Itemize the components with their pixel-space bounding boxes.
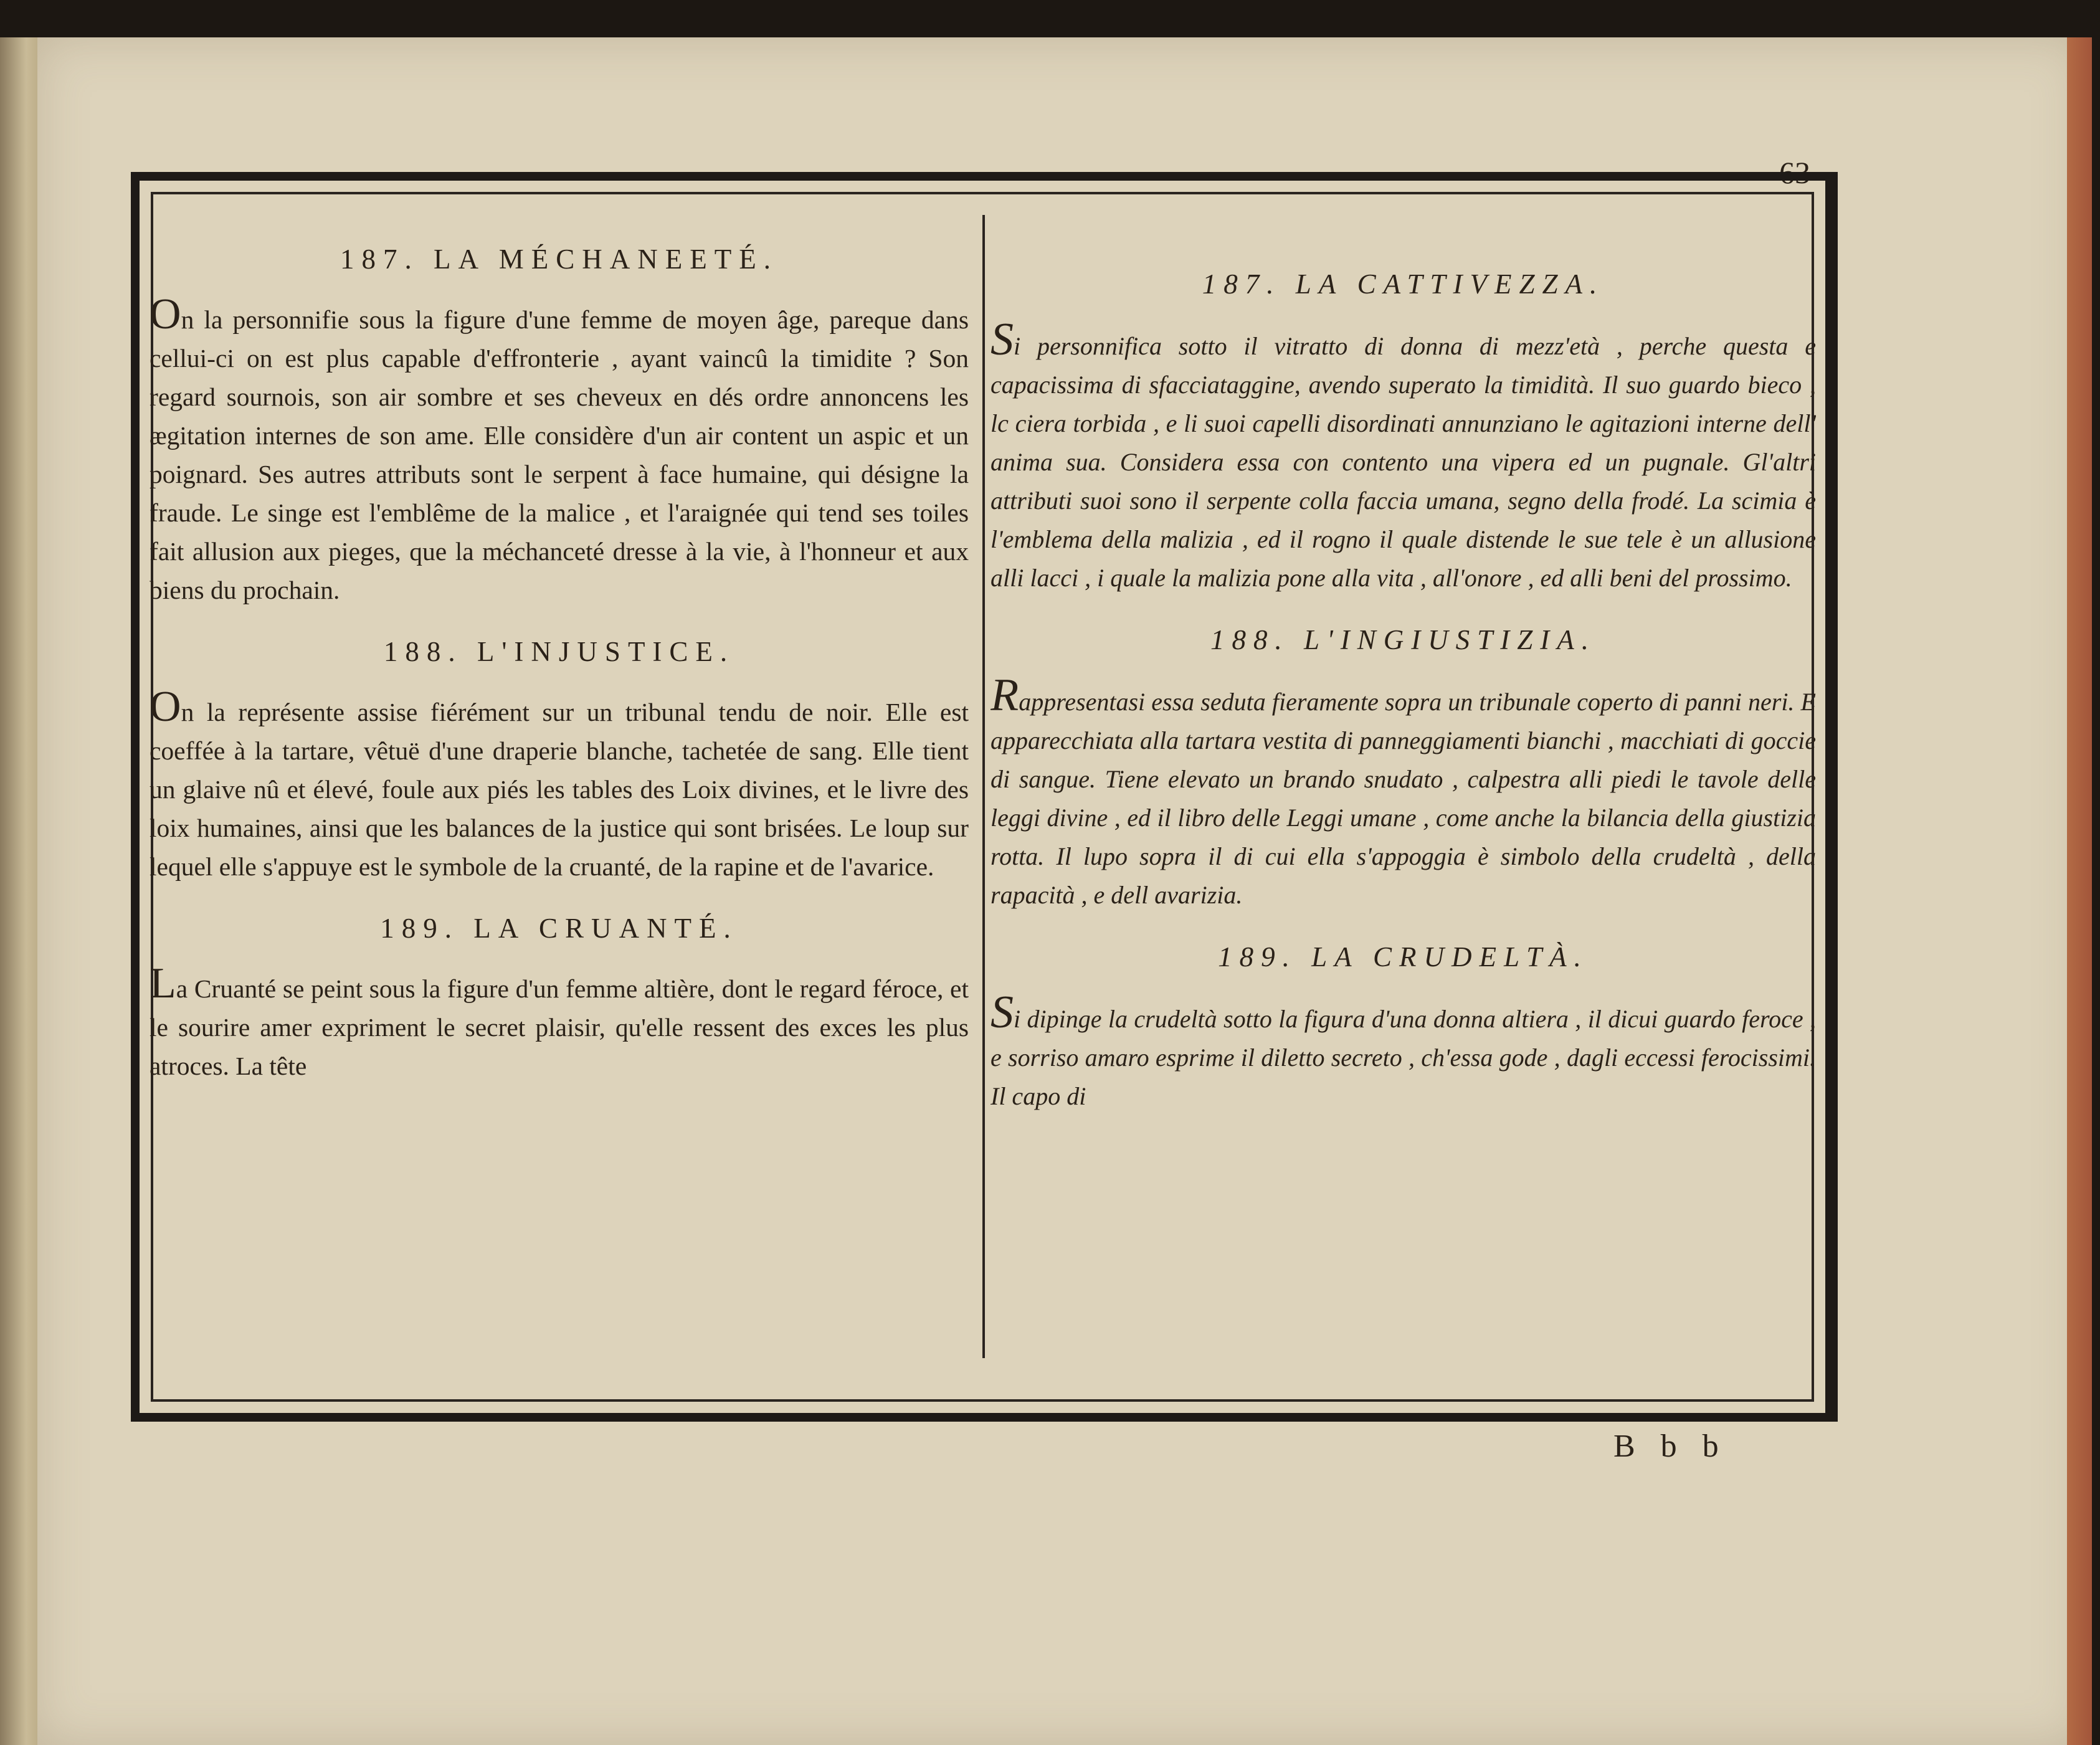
section-heading: 188. L'INJUSTICE. (383, 636, 735, 667)
section-heading: 187. LA CATTIVEZZA. (1202, 269, 1605, 300)
drop-initial: L (150, 959, 176, 1007)
section-body: appresentasi essa seduta fieramente sopra un tribunale coperto di panni neri. E apparecchiata alla tartara vestita di panneggiamenti bianchi , macchiati di goccie di sangue. Tiene elevato un brando snudato , calpestra alli piedi le tavole delle leggi divine , ed il libro delle Leggi umane , come anche la bilancia della giustizia rotta. Il lupo sopra il di cui ella s'appoggia è simbolo della crudeltà , della rapacità , e dell avarizia. (991, 688, 1816, 909)
section-body: i dipinge la crudeltà sotto la figura d'una donna altiera , il dicui guardo feroce , e sorriso amaro esprime il diletto secreto , ch'essa gode , dagli eccessi ferocissimi. Il capo di (991, 1005, 1816, 1110)
section-text (991, 670, 1816, 915)
column-divider (982, 215, 985, 1358)
section-188-it (991, 624, 1816, 915)
section-body: n la représente assise fiérément sur un tribunal tendu de noir. Elle est coeffée à la tartare, vêtuë d'une draperie blanche, tachetée de sang. Elle tient un glaive nû et élevé, foule aux piés les tables des Loix divines, et le livre des loix humaines, ainsi que les balances de la justice qui sont brisées. Le loup sur lequel elle s'appuye est le symbole de la cruanté, de la rapine et de l'avarice. (150, 698, 969, 881)
drop-initial: O (150, 683, 181, 731)
section-heading: 187. LA MÉCHANEETÉ. (340, 244, 778, 275)
section-heading: 188. L'INGIUSTIZIA. (1210, 624, 1596, 655)
section-text (991, 987, 1816, 1116)
drop-initial: O (150, 290, 181, 338)
italian-column (991, 224, 1816, 1346)
section-text (150, 959, 969, 1085)
section-text (150, 290, 969, 609)
section-heading: 189. LA CRUDELTÀ. (1218, 941, 1589, 972)
section-heading: 189. LA CRUANTÉ. (380, 913, 738, 944)
page-number: 63 (1779, 155, 1810, 190)
page-edge (2067, 37, 2092, 1745)
french-column (150, 224, 969, 1346)
section-189-it (991, 941, 1816, 1116)
drop-initial: S (991, 314, 1014, 365)
section-187-it (991, 268, 1816, 597)
section-187-fr (150, 243, 969, 609)
section-188-fr (150, 635, 969, 886)
drop-initial: R (991, 670, 1019, 721)
section-body: i personnifica sotto il vitratto di donna di mezz'età , perche questa e capacissima di sfacciataggine, avendo superato la timidità. Il suo guardo bieco , lc ciera torbida , e li suoi capelli disordinati annunziano le agitazioni interne dell' anima sua. Considera essa con contento una vipera ed un pugnale. Gl'altri attributi suoi sono il serpente colla faccia umana, segno della frodé. La scimia è l'emblema della malizia , ed il rogno il quale distende le sue tele è un allusione alli lacci , i quale la malizia pone alla vita , all'onore , ed alli beni del prossimo. (991, 332, 1816, 592)
section-text (991, 314, 1816, 597)
section-body: n la personnifie sous la figure d'une femme de moyen âge, pareque dans cellui-ci on est plus capable d'effronterie , ayant vaincû la timidite ? Son regard sournois, son air sombre et ses cheveux en dés ordre annoncens les ægitation internes de son ame. Elle considère d'un air content un aspic et un poignard. Ses autres attributs sont le serpent à face humaine, qui désigne la fraude. Le singe est l'emblême de la malice , et l'araignée qui tend ses toiles fait allusion aux pieges, que la méchanceté dresse à la vie, à l'honneur et aux biens du prochain. (150, 305, 969, 604)
signature-mark: B b b (1613, 1429, 1727, 1464)
section-189-fr (150, 912, 969, 1085)
drop-initial: S (991, 987, 1014, 1038)
section-text (150, 683, 969, 886)
section-body: a Cruanté se peint sous la figure d'un femme altière, dont le regard féroce, et le sourire amer expriment le secret plaisir, qu'elle ressent des exces les plus atroces. La tête (150, 974, 969, 1080)
